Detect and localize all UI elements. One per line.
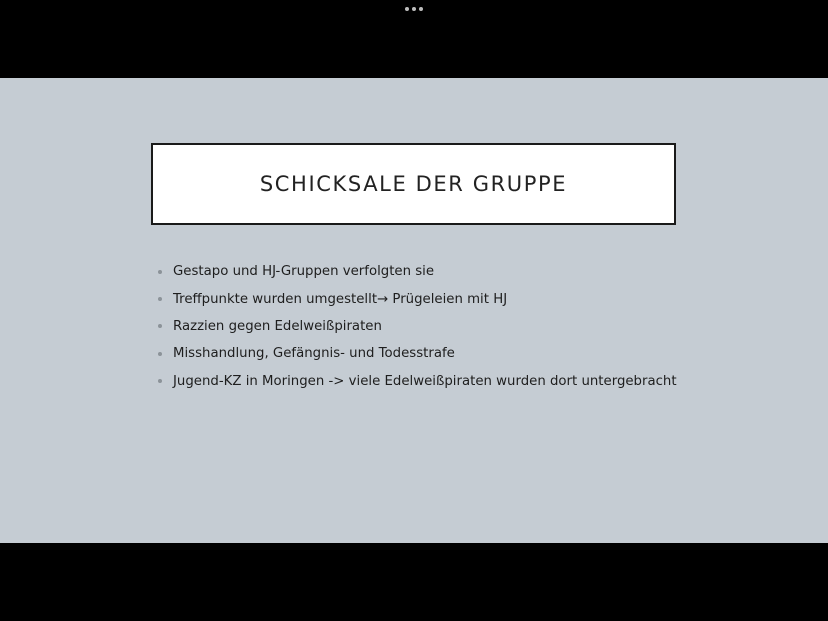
bullet-marker-icon: [158, 297, 162, 301]
bullet-item: [158, 313, 677, 340]
bullet-item: [158, 340, 677, 367]
bullet-text: Gestapo und HJ-Gruppen verfolgten sie: [173, 264, 435, 280]
more-options-icon[interactable]: [404, 4, 424, 14]
bullet-marker-icon: [158, 270, 162, 274]
bullet-marker-icon: [158, 352, 162, 356]
bullet-text: Razzien gegen Edelweißpiraten: [173, 318, 382, 334]
bullet-item: [158, 368, 677, 395]
dot: [419, 7, 423, 11]
bullet-list: [158, 258, 677, 395]
bullet-item: [158, 285, 677, 312]
dot: [405, 7, 409, 11]
slide: [0, 78, 828, 543]
bullet-marker-icon: [158, 379, 162, 383]
bullet-marker-icon: [158, 324, 162, 328]
bullet-text: Misshandlung, Gefängnis- und Todesstrafe: [173, 346, 455, 362]
title-box: [151, 143, 676, 225]
bullet-text: Jugend-KZ in Moringen -> viele Edelweißpiraten wurden dort untergebracht: [173, 373, 677, 389]
bullet-text: Treffpunkte wurden umgestellt→ Prügeleien mit HJ: [173, 291, 508, 307]
dot: [412, 7, 416, 11]
bullet-item: [158, 258, 677, 285]
slide-title: SCHICKSALE DER GRUPPE: [259, 172, 568, 196]
